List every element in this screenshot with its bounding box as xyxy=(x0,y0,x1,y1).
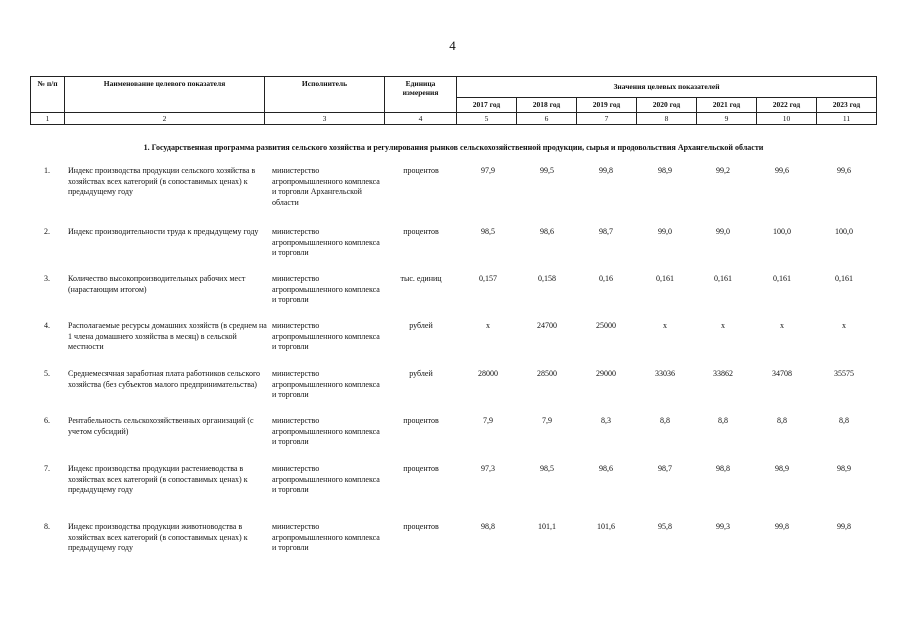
indicator-name: Индекс производства продукции животноводства в хозяйствах всех категорий (в сопоставимых ценах) к предыдущему году xyxy=(68,522,248,552)
value-cell: 98,5 xyxy=(540,464,554,473)
column-number: 4 xyxy=(385,113,457,125)
unit: процентов xyxy=(403,227,439,236)
executor: министерство агропромышленного комплекса и торговли xyxy=(272,522,380,552)
header-year: 2023 год xyxy=(817,98,877,113)
value-cell: 97,3 xyxy=(481,464,495,473)
header-table xyxy=(30,76,877,125)
column-number: 8 xyxy=(637,113,697,125)
value-cell: 99,5 xyxy=(540,166,554,175)
header-col-executor: Исполнитель xyxy=(265,77,385,113)
header-col-values: Значения целевых показателей xyxy=(457,77,877,98)
value-cell: 0,161 xyxy=(714,274,732,283)
value-cell: х xyxy=(663,321,667,330)
executor: министерство агропромышленного комплекса и торговли Архангельской области xyxy=(272,166,380,207)
unit: тыс. единиц xyxy=(400,274,442,283)
value-cell: 8,8 xyxy=(777,416,787,425)
header-year: 2021 год xyxy=(697,98,757,113)
value-cell: 98,8 xyxy=(716,464,730,473)
value-cell: 101,6 xyxy=(597,522,615,531)
indicator-name: Рентабельность сельскохозяйственных организаций (с учетом субсидий) xyxy=(68,416,254,436)
column-number: 1 xyxy=(31,113,65,125)
row-number: 7. xyxy=(44,464,50,473)
value-cell: 99,6 xyxy=(837,166,851,175)
executor: министерство агропромышленного комплекса и торговли xyxy=(272,464,380,494)
row-number: 1. xyxy=(44,166,50,175)
column-number: 7 xyxy=(577,113,637,125)
value-cell: 98,6 xyxy=(540,227,554,236)
header-col-unit: Единица измерения xyxy=(385,77,457,113)
value-cell: 99,0 xyxy=(658,227,672,236)
header-col-num: № п/п xyxy=(31,77,65,113)
column-number: 10 xyxy=(757,113,817,125)
unit: процентов xyxy=(403,522,439,531)
value-cell: 98,9 xyxy=(658,166,672,175)
column-number: 3 xyxy=(265,113,385,125)
header-year: 2018 год xyxy=(517,98,577,113)
value-cell: х xyxy=(486,321,490,330)
executor: министерство агропромышленного комплекса и торговли xyxy=(272,274,380,304)
row-number: 2. xyxy=(44,227,50,236)
executor: министерство агропромышленного комплекса и торговли xyxy=(272,369,380,399)
unit: рублей xyxy=(409,321,433,330)
value-cell: 97,9 xyxy=(481,166,495,175)
value-cell: 33862 xyxy=(713,369,733,378)
value-cell: 0,16 xyxy=(599,274,613,283)
value-cell: 29000 xyxy=(596,369,616,378)
row-number: 3. xyxy=(44,274,50,283)
row-number: 6. xyxy=(44,416,50,425)
column-number: 6 xyxy=(517,113,577,125)
value-cell: 28000 xyxy=(478,369,498,378)
value-cell: 0,161 xyxy=(656,274,674,283)
value-cell: 99,6 xyxy=(775,166,789,175)
value-cell: 7,9 xyxy=(483,416,493,425)
column-number: 11 xyxy=(817,113,877,125)
executor: министерство агропромышленного комплекса и торговли xyxy=(272,416,380,446)
row-number: 4. xyxy=(44,321,50,330)
value-cell: 34708 xyxy=(772,369,792,378)
column-number: 5 xyxy=(457,113,517,125)
value-cell: 98,9 xyxy=(837,464,851,473)
unit: процентов xyxy=(403,464,439,473)
value-cell: х xyxy=(721,321,725,330)
header-year: 2022 год xyxy=(757,98,817,113)
row-number: 8. xyxy=(44,522,50,531)
value-cell: 33036 xyxy=(655,369,675,378)
value-cell: 99,8 xyxy=(837,522,851,531)
value-cell: 95,8 xyxy=(658,522,672,531)
value-cell: 0,161 xyxy=(773,274,791,283)
value-cell: 98,6 xyxy=(599,464,613,473)
indicator-name: Индекс производства продукции растениеводства в хозяйствах всех категорий (в сопоставимых ценах) к предыдущему году xyxy=(68,464,248,494)
value-cell: 100,0 xyxy=(835,227,853,236)
indicator-name: Среднемесячная заработная плата работников сельского хозяйства (без субъектов малого предпринимательства) xyxy=(68,369,261,389)
value-cell: 98,5 xyxy=(481,227,495,236)
column-number: 2 xyxy=(65,113,265,125)
unit: рублей xyxy=(409,369,433,378)
value-cell: 98,7 xyxy=(658,464,672,473)
value-cell: 99,8 xyxy=(775,522,789,531)
value-cell: 0,161 xyxy=(835,274,853,283)
value-cell: 99,2 xyxy=(716,166,730,175)
value-cell: 101,1 xyxy=(538,522,556,531)
value-cell: 24700 xyxy=(537,321,557,330)
unit: процентов xyxy=(403,416,439,425)
value-cell: х xyxy=(842,321,846,330)
value-cell: 28500 xyxy=(537,369,557,378)
value-cell: 98,7 xyxy=(599,227,613,236)
header-col-name: Наименование целевого показателя xyxy=(65,77,265,113)
value-cell: 8,8 xyxy=(718,416,728,425)
value-cell: 99,3 xyxy=(716,522,730,531)
value-cell: 0,157 xyxy=(479,274,497,283)
value-cell: 7,9 xyxy=(542,416,552,425)
value-cell: 99,8 xyxy=(599,166,613,175)
indicator-name: Индекс производительности труда к предыдущему году xyxy=(68,227,259,236)
executor: министерство агропромышленного комплекса и торговли xyxy=(272,227,380,257)
value-cell: 100,0 xyxy=(773,227,791,236)
value-cell: 98,8 xyxy=(481,522,495,531)
value-cell: 8,8 xyxy=(660,416,670,425)
indicator-name: Количество высокопроизводительных рабочих мест (нарастающим итогом) xyxy=(68,274,246,294)
header-year: 2019 год xyxy=(577,98,637,113)
header-year: 2020 год xyxy=(637,98,697,113)
value-cell: 25000 xyxy=(596,321,616,330)
indicator-name: Индекс производства продукции сельского хозяйства в хозяйствах всех категорий (в сопоставимых ценах) к предыдущему году xyxy=(68,166,256,196)
value-cell: 35575 xyxy=(834,369,854,378)
value-cell: 8,8 xyxy=(839,416,849,425)
indicator-name: Располагаемые ресурсы домашних хозяйств (в среднем на 1 члена домашнего хозяйства в месяц) в сельской местности xyxy=(68,321,267,351)
section-title: 1. Государственная программа развития сельского хозяйства и регулирования рынков сельскохозяйственной продукции, сырья и продовольствия Архангельской области xyxy=(143,143,764,152)
page-number: 4 xyxy=(449,38,456,53)
value-cell: х xyxy=(780,321,784,330)
value-cell: 8,3 xyxy=(601,416,611,425)
executor: министерство агропромышленного комплекса и торговли xyxy=(272,321,380,351)
value-cell: 99,0 xyxy=(716,227,730,236)
column-number: 9 xyxy=(697,113,757,125)
unit: процентов xyxy=(403,166,439,175)
value-cell: 98,9 xyxy=(775,464,789,473)
value-cell: 0,158 xyxy=(538,274,556,283)
header-year: 2017 год xyxy=(457,98,517,113)
row-number: 5. xyxy=(44,369,50,378)
